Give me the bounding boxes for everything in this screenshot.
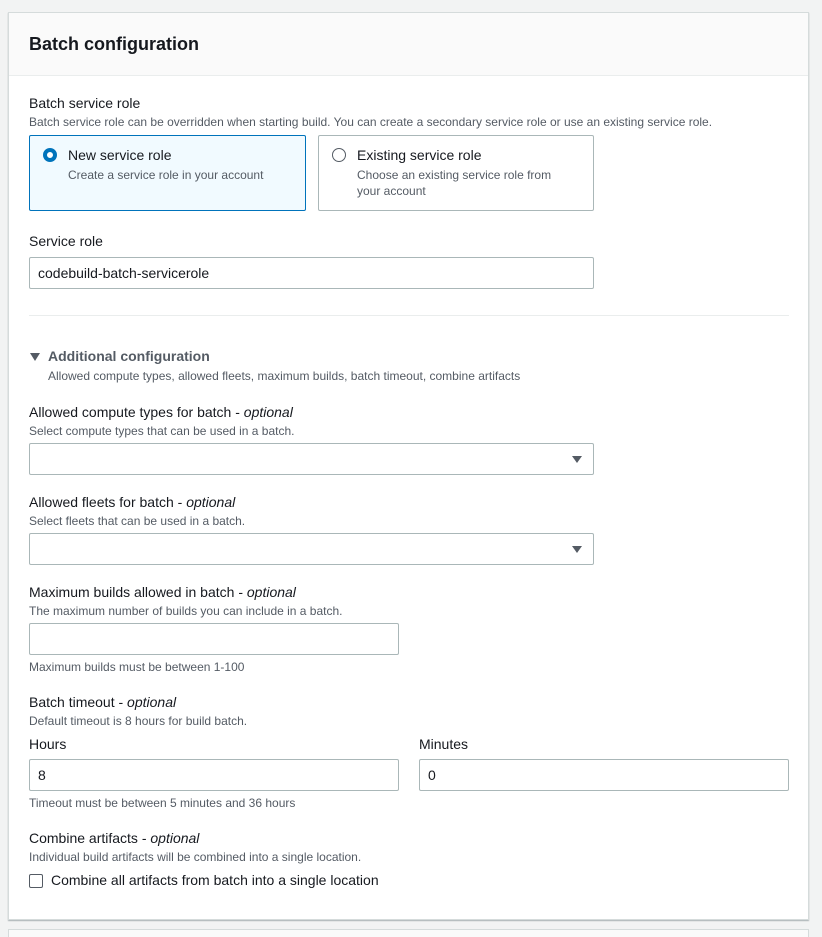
- minutes-input[interactable]: 0: [419, 759, 789, 791]
- hours-input[interactable]: 8: [29, 759, 399, 791]
- existing-service-role-description: Choose an existing service role from your account: [357, 168, 552, 198]
- compute-types-select[interactable]: [29, 443, 594, 475]
- compute-types-label-text: Allowed compute types for batch -: [29, 404, 244, 420]
- fleets-select[interactable]: [29, 533, 594, 565]
- optional-tag: optional: [243, 404, 293, 420]
- caret-down-icon[interactable]: [30, 353, 40, 361]
- caret-down-icon: [572, 456, 582, 463]
- service-role-label: Service role: [29, 233, 103, 249]
- compute-types-description: Select compute types that can be used in a batch.: [29, 424, 295, 438]
- timeout-label: [29, 694, 176, 710]
- max-builds-constraint: Maximum builds must be between 1-100: [29, 660, 245, 674]
- fleets-label-text: Allowed fleets for batch -: [29, 494, 187, 510]
- new-service-role-description: Create a service role in your account: [68, 168, 264, 182]
- batch-configuration-panel: [8, 12, 809, 920]
- timeout-description: Default timeout is 8 hours for build batch.: [29, 714, 248, 728]
- service-role-input[interactable]: codebuild-batch-servicerole: [29, 257, 594, 289]
- additional-configuration-toggle[interactable]: Additional configuration: [48, 348, 210, 364]
- next-panel-edge: [8, 929, 809, 937]
- optional-tag: optional: [127, 694, 177, 710]
- fleets-label: [29, 494, 235, 510]
- panel-title: Batch configuration: [29, 34, 199, 54]
- additional-configuration-description: Allowed compute types, allowed fleets, maximum builds, batch timeout, combine artifacts: [48, 369, 521, 383]
- panel-header: [9, 13, 808, 76]
- max-builds-label-text: Maximum builds allowed in batch -: [29, 584, 247, 600]
- max-builds-label: [29, 584, 296, 600]
- combine-description: Individual build artifacts will be combined into a single location.: [29, 850, 362, 864]
- combine-artifacts-checkbox-label[interactable]: Combine all artifacts from batch into a single location: [51, 872, 379, 888]
- service-role-choice-description: Batch service role can be overridden when starting build. You can create a secondary service role or use an existing service role.: [29, 115, 713, 129]
- combine-label-text: Combine artifacts -: [29, 830, 151, 846]
- existing-service-role-tile[interactable]: [318, 135, 594, 211]
- timeout-constraint: Timeout must be between 5 minutes and 36 hours: [29, 796, 296, 810]
- service-role-choice-label: Batch service role: [29, 95, 141, 111]
- combine-label: [29, 830, 199, 846]
- max-builds-description: The maximum number of builds you can include in a batch.: [29, 604, 343, 618]
- combine-artifacts-checkbox[interactable]: [29, 874, 43, 888]
- caret-down-icon: [572, 546, 582, 553]
- timeout-label-text: Batch timeout -: [29, 694, 128, 710]
- optional-tag: optional: [186, 494, 236, 510]
- existing-service-role-label: Existing service role: [357, 147, 482, 163]
- optional-tag: optional: [246, 584, 296, 600]
- existing-service-role-radio[interactable]: [332, 148, 346, 162]
- new-service-role-label: New service role: [68, 147, 172, 163]
- minutes-label: Minutes: [419, 736, 469, 752]
- new-service-role-tile[interactable]: [29, 135, 306, 211]
- hours-label: Hours: [29, 736, 67, 752]
- section-divider: [29, 315, 789, 316]
- new-service-role-radio[interactable]: [43, 148, 57, 162]
- fleets-description: Select fleets that can be used in a batch.: [29, 514, 246, 528]
- optional-tag: optional: [150, 830, 200, 846]
- max-builds-input[interactable]: [29, 623, 399, 655]
- compute-types-label: [29, 404, 293, 420]
